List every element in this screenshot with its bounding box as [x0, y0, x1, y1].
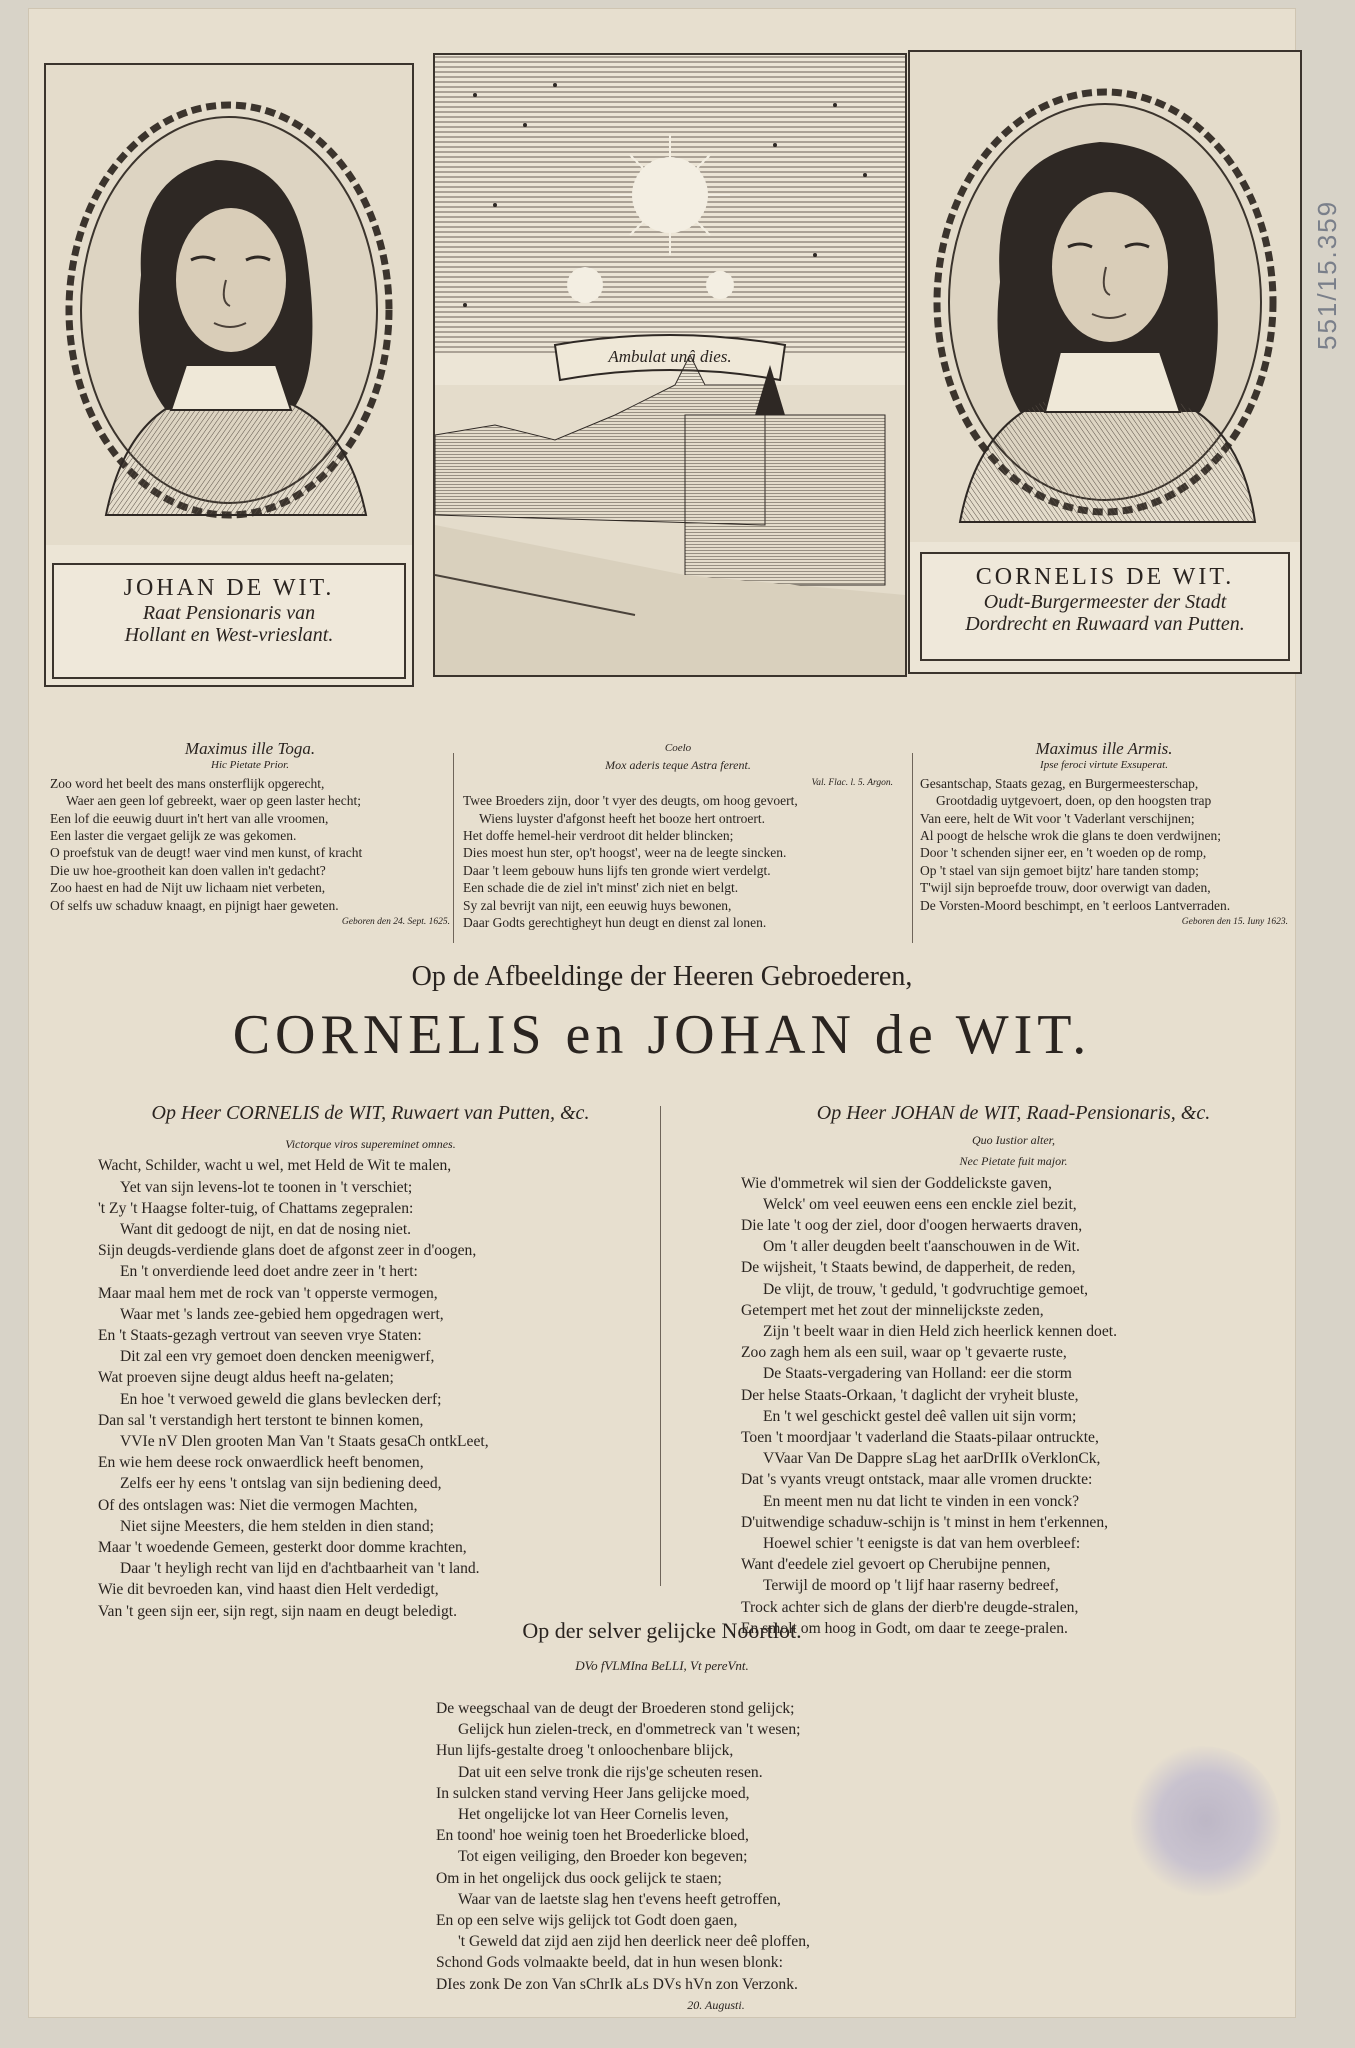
poem-line: En 't Staats-gezagh vertrout van seeven vrye Staten:	[98, 1327, 422, 1345]
left-portrait-frame	[44, 63, 414, 687]
center-divider	[660, 1106, 661, 1586]
poem-line: Hun lijfs-gestalte droeg 't onloochenbare blijck,	[436, 1742, 734, 1760]
verse-line: Zoo haest en had de Nijt uw lichaam niet verbeten,	[50, 880, 326, 896]
right-portrait-title-2: Dordrecht en Ruwaard van Putten.	[965, 613, 1245, 635]
verse-line: Dies moest hun ster, op't hoogst', weer na de leegte sincken.	[463, 845, 787, 861]
poem-line: Toen 't moordjaar 't vaderland die Staats-pilaar ontruckte,	[741, 1429, 1099, 1447]
poem-line: D'uitwendige schaduw-schijn is 't minst in hem t'erkennen,	[741, 1513, 1109, 1531]
top-center-verse-motto: Mox aderis teque Astra ferent.	[605, 758, 751, 773]
poem-line: 't Geweld dat zijd aen zijd hen deerlick neer deê ploffen,	[458, 1933, 810, 1951]
verse-line: Grootdadig uytgevoert, doen, op den hoogsten trap	[936, 793, 1212, 809]
poem-shared-date: 20. Augusti.	[687, 1997, 745, 2012]
right-portrait-caption	[920, 552, 1290, 661]
poem-line: Om in het ongelijck dus oock gelijck te staen;	[436, 1869, 722, 1887]
right-portrait-name: CORNELIS DE WIT.	[975, 564, 1235, 590]
poem-line: En 't onverdiende leed doet andre zeer in 't hert:	[120, 1263, 418, 1281]
verse-line: Een lof die eeuwig duurt in't hert van alle vroomen,	[50, 810, 329, 826]
left-portrait-name: JOHAN DE WIT.	[123, 575, 335, 601]
poem-line: Schond Gods volmaakte beeld, dat in hun wesen blonk:	[436, 1954, 783, 1972]
column-divider	[453, 753, 454, 943]
verse-line: Door 't schenden sijner eer, en 't woeden op de romp,	[920, 845, 1207, 861]
verse-line: Van eere, helt de Wit voor 't Vaderlant verschijnen;	[920, 810, 1195, 826]
poem-johan-motto-1: Quo Iustior alter,	[971, 1133, 1055, 1148]
top-center-verse	[463, 740, 893, 931]
poem-line: Tot eigen veiliging, den Broeder kon begeven;	[458, 1848, 748, 1866]
verse-line: De Vorsten-Moord beschimpt, en 't eerloos Lantverraden.	[920, 897, 1231, 913]
poem-line: Niet sijne Meesters, die hem stelden in dien stand;	[120, 1517, 434, 1535]
poem-line: Van 't geen sijn eer, sijn regt, sijn naam en deugt beledigt.	[98, 1602, 458, 1620]
poem-johan	[741, 1103, 1286, 1639]
poem-line: VVaar Van De Dappre sLag het aarDrIIk oVerklonCk,	[763, 1450, 1101, 1468]
top-left-verse-motto: Hic Pietate Prior.	[211, 759, 289, 772]
poem-line: Der helse Staats-Orkaan, 't daglicht der vryheit bluste,	[741, 1386, 1079, 1404]
broadside-sheet	[28, 8, 1296, 2018]
left-portrait-title-2: Hollant en West-vrieslant.	[124, 624, 334, 646]
poem-line: Wacht, Schilder, wacht u wel, met Held de Wit te malen,	[98, 1157, 452, 1175]
poem-line: En 't wel geschickt gestel deê vallen uit sijn vorm;	[763, 1407, 1077, 1425]
main-title-line-2: CORNELIS en JOHAN de WIT.	[232, 1004, 1092, 1066]
top-left-verse-heading: Maximus ille Toga.	[184, 739, 316, 758]
poem-line: Wat proeven sijne deugt aldus heeft na-gelaten;	[98, 1369, 394, 1387]
poem-line: De Staats-vergadering van Holland: eer die storm	[763, 1365, 1072, 1383]
poem-line: En meent men nu dat licht te vinden in een vonck?	[763, 1492, 1080, 1510]
poem-johan-motto-2: Nec Pietate fuit major.	[959, 1154, 1068, 1169]
poem-line: Maar 't woedende Gemeen, gesterkt door domme krachten,	[98, 1539, 467, 1557]
poem-line: De vlijt, de trouw, 't geduld, 't godvruchtige gemoet,	[763, 1280, 1089, 1298]
left-portrait-caption	[52, 563, 406, 679]
poem-line: Om 't aller deugden beelt t'aanschouwen in de Wit.	[763, 1238, 1080, 1256]
poem-shared	[436, 1698, 996, 2016]
top-right-verse	[920, 740, 1288, 931]
poem-cornelis-motto: Victorque viros supereminet omnes.	[285, 1137, 456, 1152]
verse-line: Gesantschap, Staats gezag, en Burgermeesterschap,	[920, 775, 1199, 791]
poem-line: Die late 't oog der ziel, door d'oogen herwaerts draven,	[741, 1217, 1083, 1235]
poem-line: Of des ontslagen was: Niet die vermogen Machten,	[98, 1496, 418, 1514]
verse-line: Het doffe hemel-heir verdroot dit helder blincken;	[463, 828, 734, 844]
poem-line: Dat uit een selve tronk die rijs'ge scheuten resen.	[458, 1763, 763, 1781]
poem-cornelis-heading: Op Heer CORNELIS de WIT, Ruwaert van Putten, &c.	[151, 1102, 590, 1124]
poem-line: Zijn 't beelt waar in dien Held zich heerlick kennen doet.	[763, 1323, 1117, 1341]
engraving-banner-text: Ambulat unâ dies.	[608, 347, 732, 366]
poem-line: En hoe 't verwoed geweld die glans bevlecken derf;	[120, 1390, 442, 1408]
poem-shared-motto: DVo fVLMIna BeLLI, Vt pereVnt.	[575, 1658, 749, 1673]
poem-line: Terwijl de moord op 't lijf haar raserny bedreef,	[763, 1577, 1059, 1595]
poem-line: Wie dit bevroeden kan, vind haast dien Helt verdedigt,	[98, 1581, 439, 1599]
poem-line: Dat 's vyants vreugt ontstack, maar alle vromen druckte:	[741, 1471, 1093, 1489]
poem-line: Hoewel schier 't eenigste is dat van hem overbleef:	[763, 1535, 1081, 1553]
top-right-verse-heading: Maximus ille Armis.	[1035, 739, 1173, 758]
verse-line: Die uw hoe-grootheit kan doen vallen in't gedacht?	[50, 862, 326, 878]
verse-line: Een schade die de ziel in't minst' zich niet en belgt.	[463, 880, 739, 896]
verse-line: Zoo word het beelt des mans onsterflijk opgerecht,	[50, 775, 325, 791]
verse-line: T'wijl sijn beproefde trouw, door overwigt van daden,	[920, 880, 1211, 896]
archive-number	[1306, 140, 1346, 360]
poem-line: De wijsheit, 't Staats bewind, de dapperheit, de reden,	[741, 1259, 1076, 1277]
verse-line: Daar 't leem gebouw huns lijfs ten gronde wiert verdelgt.	[463, 862, 771, 878]
column-divider	[912, 753, 913, 943]
poem-line: Dit zal een vry gemoet doen dencken meenigwerf,	[120, 1348, 435, 1366]
poem-line: Want d'eedele ziel gevoert op Cherubijne pennen,	[741, 1556, 1051, 1574]
verse-line: O proefstuk van de deugt! waer vind men kunst, of kracht	[50, 845, 363, 861]
top-right-verse-motto: Ipse feroci virtute Exsuperat.	[1040, 759, 1168, 772]
poem-line: De weegschaal van de deugt der Broederen stond gelijck;	[436, 1700, 795, 1717]
top-center-verse-source: Val. Flac. l. 5. Argon.	[811, 777, 893, 788]
archive-number-text: 551/15.359	[1312, 199, 1342, 350]
poem-line: Want dit gedoogt de nijt, en dat de nosing niet.	[120, 1221, 412, 1239]
top-center-verse-heading: Coelo	[664, 742, 692, 754]
right-portrait-title-1: Oudt-Burgermeester der Stadt	[983, 591, 1227, 613]
verse-line: Daar Godts gerechtigheyt hun deugt en dienst zal lonen.	[463, 915, 767, 931]
left-portrait-title-1: Raat Pensionaris van	[142, 602, 316, 624]
verse-line: Of selfs uw schaduw knaagt, en pijnigt haer geweten.	[50, 897, 339, 913]
poem-line: Getempert met het zout der minnelijckste zeden,	[741, 1301, 1044, 1319]
verse-line: Waer aen geen lof gebreekt, waer op geen laster hecht;	[66, 793, 362, 809]
library-stamp	[1131, 1746, 1281, 1896]
poem-line: Maar maal hem met de rock van 't opperste vermogen,	[98, 1284, 438, 1302]
poem-line: Zoo zagh hem als een suil, waar op 't gevaerte ruste,	[741, 1344, 1067, 1362]
poem-line: Het ongelijcke lot van Heer Cornelis leven,	[458, 1806, 729, 1824]
main-title-line-1: Op de Afbeeldinge der Heeren Gebroederen,	[411, 961, 913, 992]
johan-portrait-engraving	[46, 65, 412, 545]
poem-shared-heading: Op der selver gelijcke Noortlot.	[522, 1618, 802, 1643]
poem-line: En smolt om hoog in Godt, om daar te zeege-pralen.	[741, 1619, 1068, 1637]
top-left-verse	[50, 740, 450, 931]
poem-line: Daar 't heyligh recht van lijd en d'achtbaarheit van 't land.	[120, 1560, 480, 1578]
poem-line: In sulcken stand verving Heer Jans gelijcke moed,	[436, 1784, 750, 1802]
poem-line: Gelijck hun zielen-treck, en d'ommetreck van 't wesen;	[458, 1721, 801, 1739]
cornelis-portrait-engraving	[910, 52, 1300, 542]
poem-line: VVIe nV Dlen grooten Man Van 't Staats gesaCh ontkLeet,	[120, 1433, 489, 1451]
poem-line: Sijn deugds-verdiende glans doet de afgonst zeer in d'oogen,	[98, 1242, 477, 1260]
poem-line: Waar met 's lands zee-gebied hem opgedragen wert,	[120, 1305, 444, 1323]
poem-line: Wie d'ommetrek wil sien der Goddelickste gaven,	[741, 1174, 1052, 1192]
top-right-verse-date: Geboren den 15. Iuny 1623.	[1181, 917, 1288, 928]
poem-line: Waar van de laetste slag hen t'evens heeft getroffen,	[458, 1890, 781, 1908]
top-left-verse-date: Geboren den 24. Sept. 1625.	[341, 917, 450, 928]
verse-line: Al poogt de helsche wrok die glans te doen verdwijnen;	[920, 828, 1222, 844]
verse-line: Wiens luyster d'afgonst heeft het booze hert ontroert.	[479, 810, 766, 826]
poem-line: 't Zy 't Haagse folter-tuig, of Chattams zegepralen:	[98, 1199, 414, 1217]
poem-line: DIes zonk De zon Van sChrIk aLs DVs hVn zon Verzonk.	[436, 1975, 798, 1993]
poem-line: Yet van sijn levens-lot te toonen in 't verschiet;	[120, 1178, 413, 1196]
poem-johan-heading: Op Heer JOHAN de WIT, Raad-Pensionaris, &c.	[816, 1102, 1211, 1124]
verse-line: Sy zal bevrijt van nijt, een eeuwig huys bewonen,	[463, 897, 732, 913]
poem-line: En toond' hoe weinig toen het Broederlicke bloed,	[436, 1827, 749, 1845]
center-engraving-frame	[433, 53, 907, 677]
verse-line: Een laster die vergaet gelijk ze was gekomen.	[50, 828, 297, 844]
verse-line: Twee Broeders zijn, door 't vyer des deugts, om hoog gevoert,	[463, 793, 798, 809]
poem-line: Welck' om veel eeuwen eens een enckle ziel bezit,	[763, 1195, 1077, 1213]
poem-line: En op een selve wijs gelijck tot Godt doen gaen,	[436, 1912, 738, 1930]
poem-cornelis	[98, 1103, 643, 1622]
right-portrait-frame	[908, 50, 1302, 674]
poem-line: Zelfs eer hy eens 't ontslag van sijn bediening deed,	[120, 1475, 442, 1493]
poem-line: Dan sal 't verstandigh hert terstont te binnen komen,	[98, 1411, 424, 1429]
verse-line: Op 't stael van sijn gemoet bijtz' hare tanden stomp;	[920, 862, 1199, 878]
poem-line: En wie hem deese rock onwaerdlick heeft benomen,	[98, 1454, 424, 1472]
poem-line: Trock achter sich de glans der dierb're deugde-stralen,	[741, 1598, 1079, 1616]
